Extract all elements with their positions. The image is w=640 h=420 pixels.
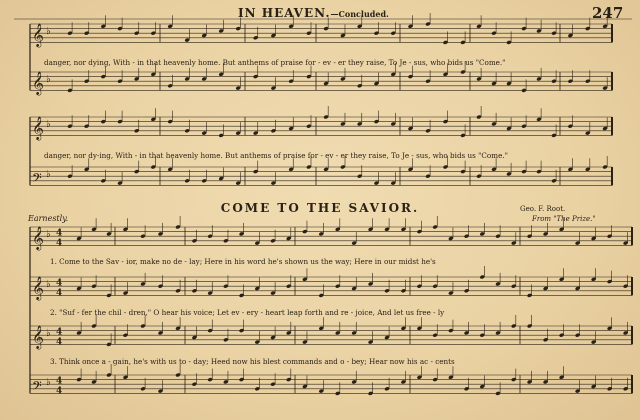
page-number: 247 [592,4,624,22]
flat-icon: ♭ [46,328,51,340]
time-signature-bottom: 4 [56,337,63,348]
flat-icon: ♭ [46,74,51,86]
bass-clef-icon: 𝄢 [32,378,42,397]
time-signature-top: 4 [56,228,63,239]
flat-icon: ♭ [46,26,51,38]
time-signature-bottom: 4 [56,238,63,249]
song-title-come-to-the-savior: COME TO THE SAVIOR. [220,201,420,215]
time-signature-top: 4 [56,376,63,387]
verse-3: 3. Think once a - gain, he's with us to - day; Heed now his blest commands and o - bey; Hear now his ac - cents [50,357,455,366]
verse-2: 2. "Suf - fer the chil - dren," O hear his voice; Let ev - ery - heart leap forth and re - joice, And let us free - ly [50,308,445,317]
composer-credit: Geo. F. Root. [520,205,566,213]
tempo-marking: Earnestly. [28,214,69,223]
treble-clef-icon: 𝄞 [32,115,44,140]
lyric-line-2: danger, nor dy-ing, With - in that heavenly home. But anthems of praise for - ev - er they raise, To Je - sus, who bids us "Come." [44,151,508,160]
lyric-line-1: danger, nor dying, With - in that heavenly home. But anthems of praise for - ev - er they raise, To Je - sus, who bids us "Come." [44,58,506,67]
song-title: IN HEAVEN. [238,6,331,20]
flat-icon: ♭ [46,119,51,131]
time-signature-bottom: 4 [56,288,63,299]
bass-clef-icon: 𝄢 [32,170,42,189]
flat-icon: ♭ [46,279,51,291]
song-title-suffix: —Concluded. [330,9,389,19]
treble-clef-icon: 𝄞 [32,225,44,250]
treble-clef-icon: 𝄞 [32,324,44,349]
treble-clef-icon: 𝄞 [32,70,44,95]
time-signature-top: 4 [56,278,63,289]
time-signature-bottom: 4 [56,386,63,397]
verse-1: 1. Come to the Sav - ior, make no de - lay; Here in his word he's shown us the way; Here in our midst he's [50,257,436,266]
time-signature-top: 4 [56,327,63,338]
treble-clef-icon: 𝄞 [32,22,44,47]
treble-clef-icon: 𝄞 [32,275,44,300]
source-credit: From "The Prize." [532,215,596,223]
flat-icon: ♭ [46,377,51,389]
flat-icon: ♭ [46,169,51,181]
flat-icon: ♭ [46,229,51,241]
